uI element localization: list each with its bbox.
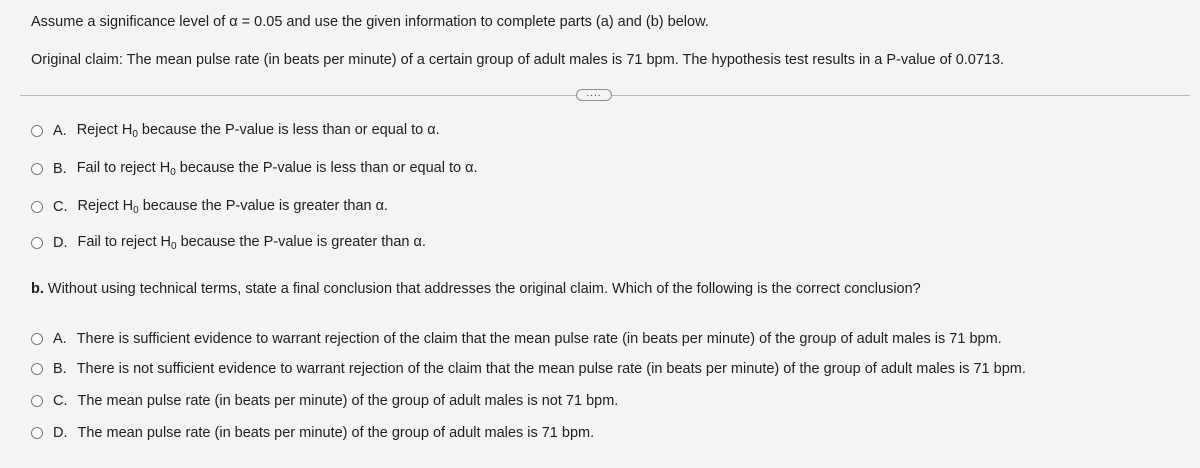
radio-button[interactable]: [31, 125, 43, 137]
expand-more-button[interactable]: ....: [576, 89, 612, 101]
part-b-option-a[interactable]: [31, 331, 1002, 347]
option-text: Fail to reject $H_0$ because the P-value is less than or equal to α.: [76, 160, 478, 178]
part-a-option-a[interactable]: [31, 122, 440, 140]
option-letter: B.: [53, 161, 67, 177]
option-letter: C.: [53, 199, 68, 215]
part-b-option-b[interactable]: [31, 361, 1026, 377]
part-b-option-c[interactable]: [31, 393, 618, 409]
option-letter: D.: [53, 235, 68, 251]
radio-button[interactable]: [31, 363, 43, 375]
option-text: Reject $H_0$ because the P-value is greater than α.: [77, 198, 389, 216]
part-a-option-d[interactable]: [31, 234, 426, 252]
option-letter: C.: [53, 393, 68, 409]
option-text: Fail to reject $H_0$ because the P-value is greater than α.: [77, 234, 426, 252]
radio-button[interactable]: [31, 395, 43, 407]
radio-button[interactable]: [31, 427, 43, 439]
option-text: Reject $H_0$ because the P-value is less than or equal to α.: [76, 122, 440, 140]
option-letter: D.: [53, 425, 68, 441]
radio-button[interactable]: [31, 163, 43, 175]
part-b-option-d[interactable]: [31, 425, 594, 441]
option-letter: B.: [53, 361, 67, 377]
option-text: The mean pulse rate (in beats per minute) of the group of adult males is not 71 bpm.: [77, 393, 619, 409]
option-text: There is not sufficient evidence to warrant rejection of the claim that the mean pulse rate (in beats per minute) of the group of adult males is 71 bpm.: [76, 361, 1026, 377]
option-text: There is sufficient evidence to warrant rejection of the claim that the mean pulse rate (in beats per minute) of the group of adult males is 71 bpm.: [76, 331, 1002, 347]
radio-button[interactable]: [31, 201, 43, 213]
option-text: The mean pulse rate (in beats per minute) of the group of adult males is 71 bpm.: [77, 425, 595, 441]
question-text: Without using technical terms, state a final conclusion that addresses the original claim. Which of the following is the correct conclusion?: [47, 281, 921, 297]
radio-button[interactable]: [31, 333, 43, 345]
part-a-option-b[interactable]: [31, 160, 478, 178]
option-letter: A.: [53, 331, 67, 347]
option-letter: A.: [53, 123, 67, 139]
radio-button[interactable]: [31, 237, 43, 249]
part-label: b.: [31, 281, 44, 297]
part-b-question: [31, 281, 921, 297]
part-a-option-c[interactable]: [31, 198, 388, 216]
original-claim-text: Original claim: The mean pulse rate (in beats per minute) of a certain group of adult males is 71 bpm. The hypothesis test results in a P-value of 0.0713.: [31, 52, 1005, 68]
instructions-text: Assume a significance level of α = 0.05 and use the given information to complete parts (a) and (b) below.: [31, 14, 709, 30]
